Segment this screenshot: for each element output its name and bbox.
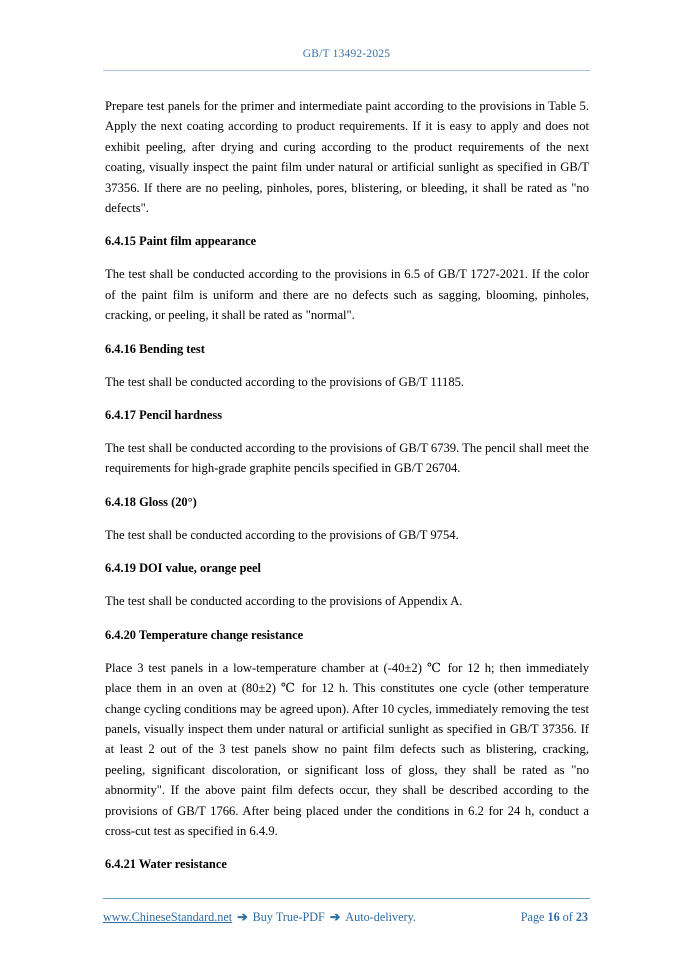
heading-6-4-17: 6.4.17 Pencil hardness <box>105 408 223 423</box>
current-page-number: 16 <box>547 910 560 924</box>
heading-6-4-19: 6.4.19 DOI value, orange peel <box>105 561 261 576</box>
paragraph-continued-coating-test: Prepare test panels for the primer and intermediate paint according to the provisions in Table 5. Apply the next coating according to product requirements. If it is easy to apply and does not exhibit peeling, after drying and curing according to the product requirements of the next coating, visually inspect the paint film under natural or artificial sunlight as specified in GB/T 37356. If there are no peeling, pinholes, pores, blistering, or bleeding, it shall be rated as "no defects". <box>105 99 589 216</box>
heading-6-4-21: 6.4.21 Water resistance <box>105 857 227 872</box>
arrow-right-icon: ➔ <box>237 910 248 924</box>
paragraph-6-4-16: The test shall be conducted according to the provisions of GB/T 11185. <box>105 374 465 389</box>
header-divider <box>103 70 590 71</box>
paragraph-6-4-20: Place 3 test panels in a low-temperature chamber at (-40±2) ℃ for 12 h; then immediately place them in an oven at (80±2) ℃ for 12 h. This constitutes one cycle (other temperature change cycling conditions may be agreed upon). After 10 cycles, immediately removing the test panels, visually inspect them under natural or artificial sunlight as specified in GB/T 37356. If at least 2 out of the 3 test panels show no paint film defects such as blistering, cracking, peeling, significant discoloration, or significant loss of gloss, they shall be rated as "no abnormity". If the above paint film defects occur, they shall be described according to the provisions of GB/T 1766. After being placed under the conditions in 6.2 for 24 h, conduct a cross-cut test as specified in 6.4.9. <box>105 660 589 838</box>
page-footer <box>103 898 590 926</box>
paragraph-6-4-15: The test shall be conducted according to the provisions in 6.5 of GB/T 1727-2021. If the color of the paint film is uniform and there are no defects such as sagging, blooming, pinholes, cracking, or peeling, it shall be rated as "normal". <box>105 267 589 323</box>
paragraph-6-4-18: The test shall be conducted according to the provisions of GB/T 9754. <box>105 527 459 542</box>
footer-website-link[interactable]: www.ChineseStandard.net <box>103 910 233 924</box>
footer-divider <box>103 898 590 899</box>
page-header <box>103 46 590 71</box>
footer-buy-text: Buy True-PDF <box>252 910 325 924</box>
footer-delivery-text: Auto-delivery. <box>345 910 416 924</box>
page-label: Page <box>520 910 545 924</box>
heading-6-4-20: 6.4.20 Temperature change resistance <box>105 627 304 642</box>
paragraph-6-4-19: The test shall be conducted according to the provisions of Appendix A. <box>105 594 463 609</box>
standard-number-header: GB/T 13492-2025 <box>302 48 391 60</box>
heading-6-4-18: 6.4.18 Gloss (20°) <box>105 494 197 509</box>
footer-promo-group <box>103 909 416 926</box>
total-page-number: 23 <box>575 910 588 924</box>
footer-row <box>103 909 590 926</box>
heading-6-4-15: 6.4.15 Paint film appearance <box>105 234 257 249</box>
heading-6-4-16: 6.4.16 Bending test <box>105 341 205 356</box>
of-label: of <box>562 910 573 924</box>
page-number-indicator <box>521 909 590 926</box>
arrow-right-icon-2: ➔ <box>329 910 341 924</box>
paragraph-6-4-17: The test shall be conducted according to the provisions of GB/T 6739. The pencil shall meet the requirements for high-grade graphite pencils specified in GB/T 26704. <box>105 441 589 476</box>
document-body <box>105 96 589 886</box>
